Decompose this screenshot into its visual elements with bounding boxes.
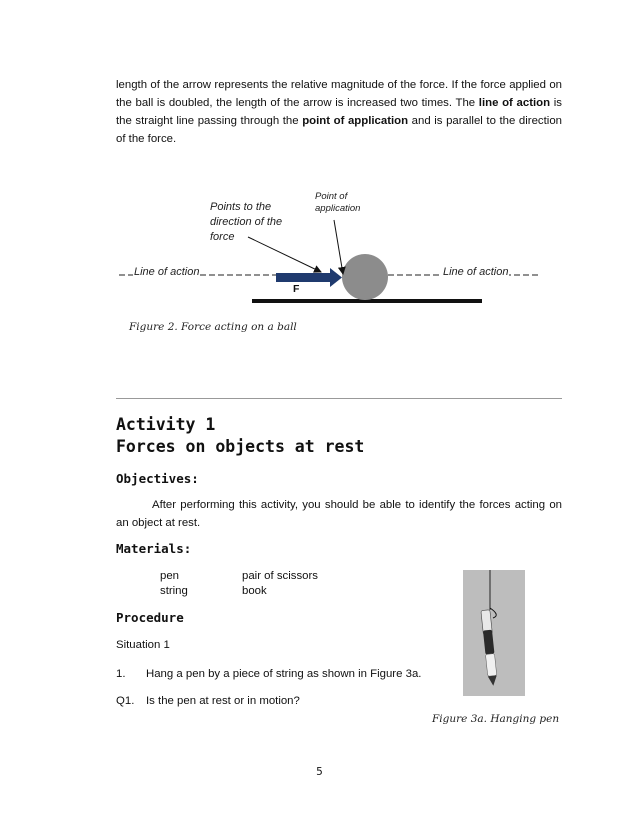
pointer-application-line	[334, 220, 343, 274]
label-point-of-application: Point of application	[315, 191, 361, 214]
figure-2-caption: Figure 2. Force acting on a ball	[129, 321, 297, 333]
activity-title: Forces on objects at rest	[116, 437, 365, 456]
force-arrow-shaft	[276, 273, 330, 282]
objectives-heading: Objectives:	[116, 471, 199, 486]
material-item-string: string	[160, 585, 188, 597]
intro-text-3: and is parallel to the direction of the force.	[116, 115, 562, 145]
figure-3a-photo	[463, 570, 525, 696]
material-item-pen: pen	[160, 570, 180, 582]
intro-text-2: is the straight line passing through the	[116, 97, 562, 127]
question-1-text: Is the pen at rest or in motion?	[146, 695, 300, 707]
ball	[342, 254, 388, 300]
activity-number: Activity 1	[116, 415, 216, 434]
objectives-text: After performing this activity, you should be able to identify the forces acting on an object at rest.	[116, 499, 562, 529]
page-number: 5	[316, 766, 323, 778]
hanging-pen-image	[463, 570, 525, 696]
procedure-heading: Procedure	[116, 610, 184, 625]
section-divider	[116, 398, 562, 399]
label-line-of-action-left: Line of action	[134, 266, 200, 278]
step-1-number: 1.	[116, 668, 126, 680]
intro-bold-point-of-application: point of application	[302, 115, 409, 127]
label-points-direction: Points to the direction of the force	[210, 201, 283, 243]
intro-bold-line-of-action: line of action	[478, 97, 551, 109]
intro-paragraph	[116, 76, 562, 148]
material-item-scissors: pair of scissors	[242, 570, 318, 582]
materials-heading: Materials:	[116, 541, 192, 556]
figure-2	[0, 180, 639, 340]
force-symbol-label: F	[293, 283, 300, 295]
intro-text-1: length of the arrow represents the relative magnitude of the force. If the force applied on the ball is doubled, the length of the arrow is increased two times. The	[116, 79, 562, 109]
question-1-number: Q1.	[116, 695, 135, 707]
situation-label: Situation 1	[116, 639, 170, 651]
figure-3a-caption: Figure 3a. Hanging pen	[432, 713, 560, 725]
label-line-of-action-right: Line of action	[443, 266, 509, 278]
material-item-book: book	[242, 585, 267, 597]
force-arrow-head	[330, 268, 342, 287]
step-1-text: Hang a pen by a piece of string as shown in Figure 3a.	[146, 668, 422, 680]
